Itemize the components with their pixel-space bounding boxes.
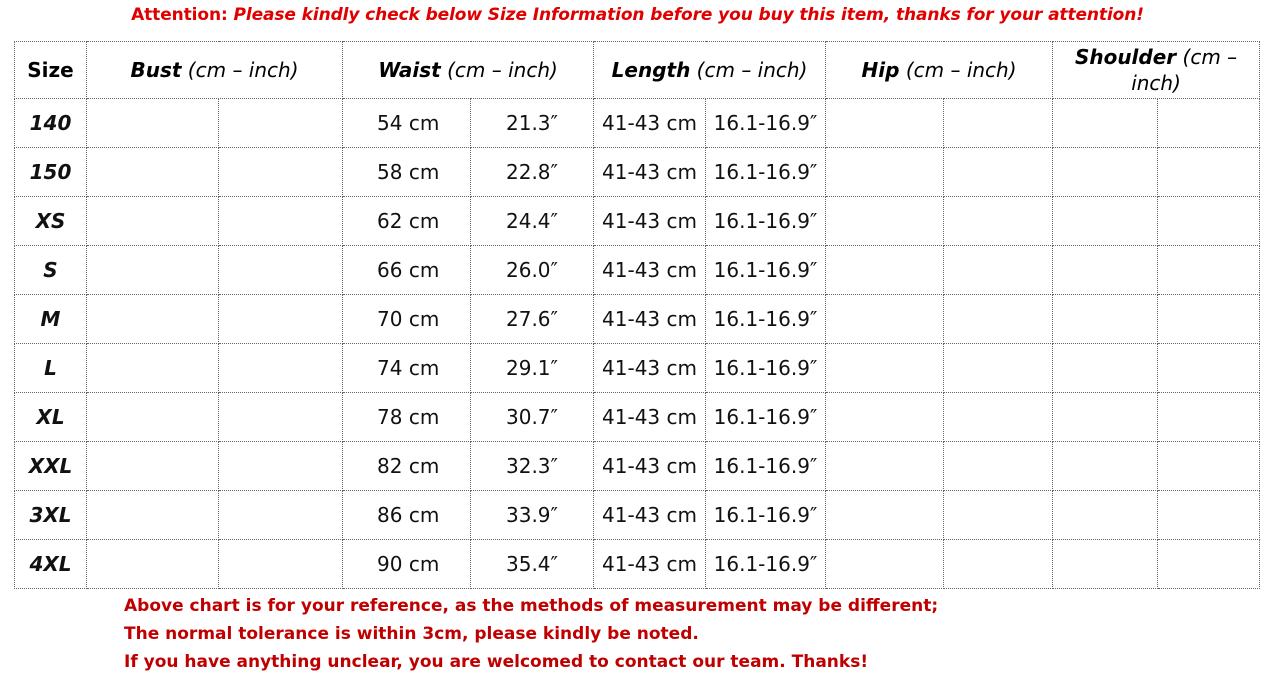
header-waist-name: Waist: [378, 58, 441, 82]
shoulder-cm-cell: [1053, 99, 1158, 148]
bust-inch-cell: [219, 197, 343, 246]
shoulder-inch-cell: [1158, 491, 1260, 540]
table-row: [15, 295, 1260, 344]
length-cm-cell: 41-43 cm: [594, 344, 706, 393]
bust-inch-cell: [219, 393, 343, 442]
attention-prefix: Attention:: [131, 5, 234, 25]
length-cm-cell: 41-43 cm: [594, 491, 706, 540]
size-cell: XXL: [15, 442, 87, 491]
shoulder-inch-cell: [1158, 295, 1260, 344]
waist-inch-cell: 21.3″: [471, 99, 594, 148]
shoulder-inch-cell: [1158, 393, 1260, 442]
hip-inch-cell: [944, 246, 1053, 295]
shoulder-cm-cell: [1053, 246, 1158, 295]
note-line: Above chart is for your reference, as the methods of measurement may be different;: [124, 596, 939, 616]
table-row: [15, 540, 1260, 589]
waist-inch-cell: 33.9″: [471, 491, 594, 540]
length-inch-cell: 16.1-16.9″: [706, 99, 826, 148]
shoulder-inch-cell: [1158, 540, 1260, 589]
header-bust-unit: (cm – inch): [181, 58, 299, 82]
length-cm-cell: 41-43 cm: [594, 442, 706, 491]
bust-inch-cell: [219, 148, 343, 197]
table-row: [15, 246, 1260, 295]
header-hip: [826, 42, 1053, 99]
length-cm-cell: 41-43 cm: [594, 197, 706, 246]
header-size: Size: [15, 42, 87, 99]
hip-cm-cell: [826, 344, 944, 393]
hip-cm-cell: [826, 246, 944, 295]
bust-cm-cell: [87, 491, 219, 540]
shoulder-cm-cell: [1053, 540, 1158, 589]
size-cell: 150: [15, 148, 87, 197]
attention-banner: [0, 5, 1275, 25]
hip-inch-cell: [944, 197, 1053, 246]
length-inch-cell: 16.1-16.9″: [706, 393, 826, 442]
shoulder-cm-cell: [1053, 344, 1158, 393]
waist-cm-cell: 62 cm: [343, 197, 471, 246]
size-cell: M: [15, 295, 87, 344]
length-inch-cell: 16.1-16.9″: [706, 246, 826, 295]
waist-cm-cell: 90 cm: [343, 540, 471, 589]
shoulder-inch-cell: [1158, 99, 1260, 148]
bust-inch-cell: [219, 246, 343, 295]
hip-cm-cell: [826, 99, 944, 148]
bust-cm-cell: [87, 295, 219, 344]
shoulder-inch-cell: [1158, 442, 1260, 491]
table-row: [15, 148, 1260, 197]
hip-cm-cell: [826, 295, 944, 344]
header-shoulder-name: Shoulder: [1074, 45, 1177, 69]
waist-inch-cell: 24.4″: [471, 197, 594, 246]
header-shoulder: [1053, 42, 1260, 99]
waist-inch-cell: 26.0″: [471, 246, 594, 295]
waist-inch-cell: 30.7″: [471, 393, 594, 442]
waist-cm-cell: 70 cm: [343, 295, 471, 344]
waist-inch-cell: 22.8″: [471, 148, 594, 197]
hip-inch-cell: [944, 442, 1053, 491]
size-cell: S: [15, 246, 87, 295]
length-inch-cell: 16.1-16.9″: [706, 148, 826, 197]
hip-inch-cell: [944, 295, 1053, 344]
length-inch-cell: 16.1-16.9″: [706, 442, 826, 491]
shoulder-inch-cell: [1158, 246, 1260, 295]
header-bust-name: Bust: [130, 58, 182, 82]
header-waist: [343, 42, 594, 99]
header-length: [594, 42, 826, 99]
hip-cm-cell: [826, 197, 944, 246]
note-line: If you have anything unclear, you are welcomed to contact our team. Thanks!: [124, 652, 869, 672]
table-row: [15, 344, 1260, 393]
bust-inch-cell: [219, 344, 343, 393]
shoulder-inch-cell: [1158, 148, 1260, 197]
shoulder-cm-cell: [1053, 393, 1158, 442]
hip-inch-cell: [944, 344, 1053, 393]
hip-inch-cell: [944, 148, 1053, 197]
bust-cm-cell: [87, 246, 219, 295]
waist-cm-cell: 66 cm: [343, 246, 471, 295]
size-cell: XS: [15, 197, 87, 246]
hip-cm-cell: [826, 540, 944, 589]
size-chart-table: [14, 41, 1260, 589]
length-inch-cell: 16.1-16.9″: [706, 540, 826, 589]
size-cell: L: [15, 344, 87, 393]
table-row: [15, 197, 1260, 246]
hip-cm-cell: [826, 393, 944, 442]
bust-cm-cell: [87, 540, 219, 589]
bust-inch-cell: [219, 99, 343, 148]
size-cell: 3XL: [15, 491, 87, 540]
header-waist-unit: (cm – inch): [440, 58, 558, 82]
length-cm-cell: 41-43 cm: [594, 295, 706, 344]
length-inch-cell: 16.1-16.9″: [706, 491, 826, 540]
reference-notes: [124, 592, 938, 676]
length-inch-cell: 16.1-16.9″: [706, 295, 826, 344]
header-hip-name: Hip: [861, 58, 900, 82]
header-row: [15, 42, 1260, 99]
waist-cm-cell: 74 cm: [343, 344, 471, 393]
waist-inch-cell: 35.4″: [471, 540, 594, 589]
hip-inch-cell: [944, 99, 1053, 148]
shoulder-cm-cell: [1053, 148, 1158, 197]
bust-cm-cell: [87, 148, 219, 197]
header-shoulder-unit: (cm – inch): [1131, 45, 1238, 95]
bust-cm-cell: [87, 344, 219, 393]
bust-inch-cell: [219, 295, 343, 344]
waist-cm-cell: 58 cm: [343, 148, 471, 197]
header-bust: [87, 42, 343, 99]
attention-message: Please kindly check below Size Information before you buy this item, thanks for your attention!: [233, 5, 1144, 25]
size-cell: XL: [15, 393, 87, 442]
note-line: The normal tolerance is within 3cm, please kindly be noted.: [124, 624, 699, 644]
table-row: [15, 491, 1260, 540]
hip-inch-cell: [944, 540, 1053, 589]
bust-inch-cell: [219, 540, 343, 589]
shoulder-cm-cell: [1053, 197, 1158, 246]
hip-cm-cell: [826, 442, 944, 491]
length-cm-cell: 41-43 cm: [594, 148, 706, 197]
waist-cm-cell: 86 cm: [343, 491, 471, 540]
length-cm-cell: 41-43 cm: [594, 99, 706, 148]
waist-inch-cell: 27.6″: [471, 295, 594, 344]
bust-cm-cell: [87, 197, 219, 246]
length-cm-cell: 41-43 cm: [594, 540, 706, 589]
shoulder-cm-cell: [1053, 491, 1158, 540]
waist-inch-cell: 29.1″: [471, 344, 594, 393]
shoulder-cm-cell: [1053, 442, 1158, 491]
length-cm-cell: 41-43 cm: [594, 246, 706, 295]
waist-cm-cell: 54 cm: [343, 99, 471, 148]
bust-cm-cell: [87, 393, 219, 442]
bust-inch-cell: [219, 442, 343, 491]
hip-inch-cell: [944, 491, 1053, 540]
shoulder-inch-cell: [1158, 344, 1260, 393]
waist-cm-cell: 78 cm: [343, 393, 471, 442]
size-cell: 4XL: [15, 540, 87, 589]
bust-cm-cell: [87, 99, 219, 148]
shoulder-inch-cell: [1158, 197, 1260, 246]
length-inch-cell: 16.1-16.9″: [706, 197, 826, 246]
shoulder-cm-cell: [1053, 295, 1158, 344]
waist-cm-cell: 82 cm: [343, 442, 471, 491]
hip-cm-cell: [826, 491, 944, 540]
header-hip-unit: (cm – inch): [899, 58, 1017, 82]
bust-cm-cell: [87, 442, 219, 491]
hip-cm-cell: [826, 148, 944, 197]
length-cm-cell: 41-43 cm: [594, 393, 706, 442]
header-length-unit: (cm – inch): [690, 58, 808, 82]
bust-inch-cell: [219, 491, 343, 540]
hip-inch-cell: [944, 393, 1053, 442]
table-row: [15, 393, 1260, 442]
table-row: [15, 99, 1260, 148]
length-inch-cell: 16.1-16.9″: [706, 344, 826, 393]
size-cell: 140: [15, 99, 87, 148]
waist-inch-cell: 32.3″: [471, 442, 594, 491]
table-row: [15, 442, 1260, 491]
header-length-name: Length: [611, 58, 691, 82]
